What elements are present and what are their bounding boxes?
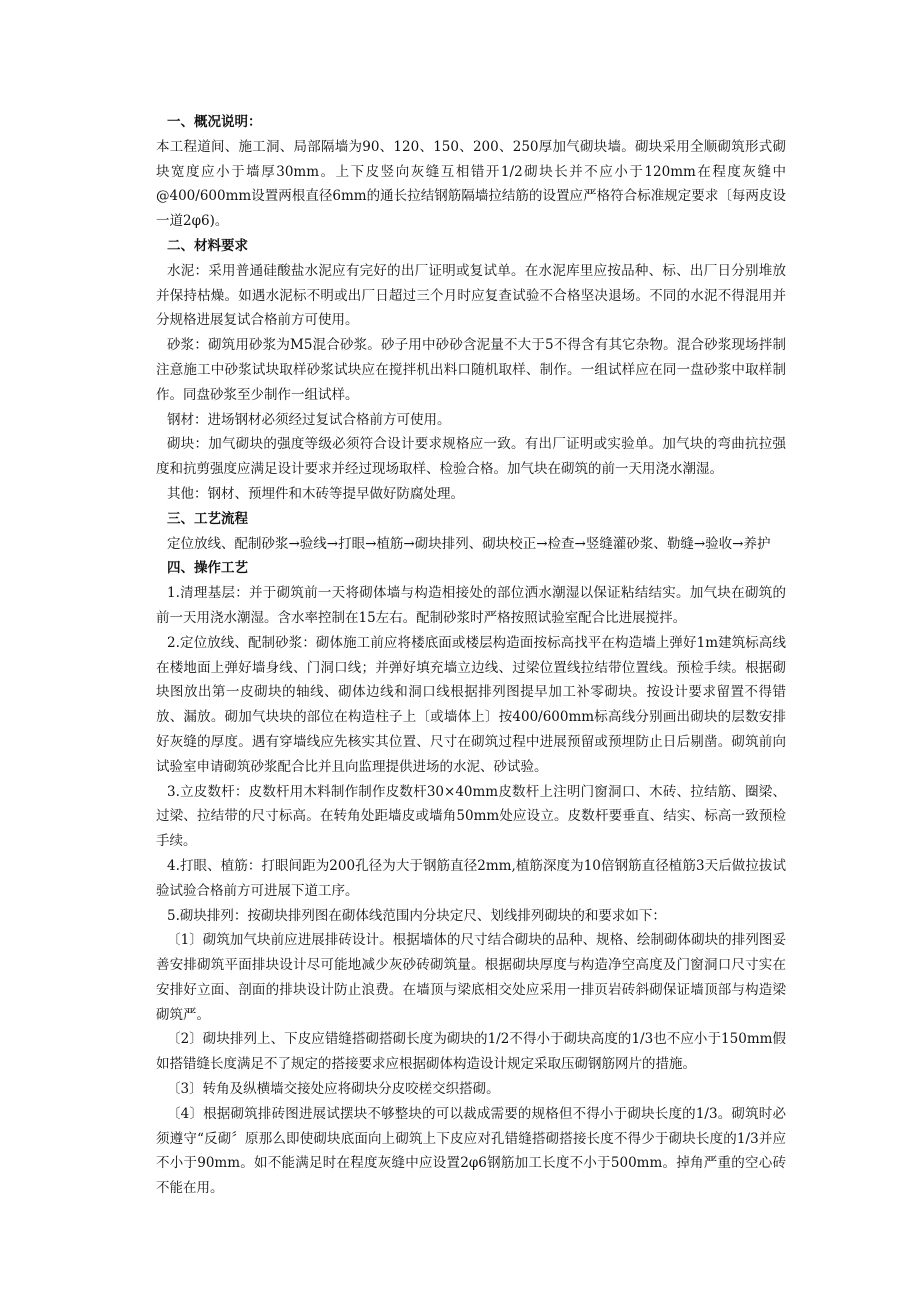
section-operation [156, 556, 786, 1201]
section-heading: 三、工艺流程 [167, 510, 248, 527]
section-materials [156, 234, 786, 507]
paragraph: 1.清理基层：并于砌筑前一天将砌体墙与构造相接处的部位洒水潮湿以保证粘结结实。加气块在砌筑的前一天用浇水潮湿。含水率控制在15左右。配制砂浆时严格按照试验室配合比进展搅拌。 [156, 585, 786, 626]
paragraph: 〔4〕根据砌筑排砖图进展试摆块不够整块的可以裁成需要的规格但不得小于砌块长度的1/3。砌筑时必须遵守“反砌〞原那么即使砌块底面向上砌筑上下皮应对孔错缝搭砌搭接长度不得少于砌块长度的1/3并应不小于90mm。如不能满足时在程度灰缝中应设置2φ6钢筋加工长度不小于500mm。掉角严重的空心砖不能在用。 [156, 1105, 786, 1197]
section-process-flow [156, 507, 786, 557]
document-body [156, 110, 786, 1201]
section-heading: 一、概况说明： [167, 114, 262, 130]
paragraph: 〔2〕砌块排列上、下皮应错缝搭砌搭砌长度为砌块的1/2不得小于砌块高度的1/3也不应小于150mm假如搭错缝长度满足不了规定的搭接要求应根据砌体构造设计规定采取压砌钢筋网片的措施。 [156, 1031, 786, 1073]
paragraph: 本工程道间、施工洞、局部隔墙为90、120、150、200、250厚加气砌块墙。砌块采用全顺砌筑形式砌块宽度应小于墙厚30mm。上下皮竖向灰缝互相错开1/2砌块长并不应小于120mm在程度灰缝中@400/600mm设置两根直径6mm的通长拉结钢筋隔墙拉结筋的设置应严格符合标准规定要求〔每两皮设一道2φ6)。 [156, 138, 786, 230]
section-heading: 二、材料要求 [167, 237, 248, 254]
paragraph: 水泥：采用普通硅酸盐水泥应有完好的出厂证明或复试单。在水泥库里应按品种、标、出厂日分别堆放并保持枯燥。如遇水泥标不明或出厂日超过三个月时应复查试验不合格坚决退场。不同的水泥不得混用并分规格进展复试合格前方可使用。 [156, 262, 786, 329]
paragraph: 3.立皮数杆：皮数杆用木料制作制作皮数杆30×40mm皮数杆上注明门窗洞口、木砖、拉结筋、圈梁、过梁、拉结带的尺寸标高。在转角处距墙皮或墙角50mm处应设立。皮数杆要垂直、结实、标高一致预检手续。 [156, 783, 786, 850]
paragraph: 2.定位放线、配制砂浆：砌体施工前应将楼底面或楼层构造面按标高找平在构造墙上弹好1m建筑标高线在楼地面上弹好墙身线、门洞口线；并弹好填充墙立边线、过梁位置线拉结带位置线。预检手续。根据砌块图放出第一皮砌块的轴线、砌体边线和洞口线根据排列图提早加工补零砌块。按设计要求留置不得错放、漏放。砌加气块块的部位在构造柱子上〔或墙体上〕按400/600mm标高线分别画出砌块的层数安排好灰缝的厚度。遇有穿墙线应先核实其位置、尺寸在砌筑过程中进展预留或预埋防止日后剔凿。砌筑前向试验室申请砌筑砂浆配合比并且向监理提供进场的水泥、砂试验。 [156, 634, 786, 775]
paragraph: 5.砌块排列：按砌块排列图在砌体线范围内分块定尺、划线排列砌块的和要求如下： [167, 907, 666, 924]
paragraph: 〔3〕转角及纵横墙交接处应将砌块分皮咬槎交织搭砌。 [167, 1081, 500, 1098]
section-heading: 四、操作工艺 [167, 560, 248, 577]
paragraph: 〔1〕砌筑加气块前应进展排砖设计。根据墙体的尺寸结合砌块的品种、规格、绘制砌体砌块的排列图妥善安排砌筑平面排块设计尽可能地减少灰砂砖砌筑量。根据砌块厚度与构造净空高度及门窗洞口尺寸实在安排好立面、剖面的排块设计防止浪费。在墙顶与梁底相交处应采用一排页岩砖斜砌保证墙顶部与构造梁砌筑严。 [156, 932, 786, 1023]
paragraph: 4.打眼、植筋：打眼间距为200孔径为大于钢筋直径2mm,植筋深度为10倍钢筋直径植筋3天后做拉拔试验试验合格前方可进展下道工序。 [156, 857, 786, 899]
paragraph: 砂浆：砌筑用砂浆为M5混合砂浆。砂子用中砂砂含泥量不大于5不得含有其它杂物。混合砂浆现场拌制注意施工中砂浆试块取样砂浆试块应在搅拌机出料口随机取样、制作。一组试样应在同一盘砂浆中取样制作。同盘砂浆至少制作一组试样。 [156, 337, 786, 403]
paragraph: 其他：钢材、预埋件和木砖等提早做好防腐处理。 [167, 485, 464, 502]
paragraph: 定位放线、配制砂浆→验线→打眼→植筋→砌块排列、砌块校正→检查→竖缝灌砂浆、勒缝→验收→养护 [167, 535, 771, 552]
section-overview [156, 110, 786, 234]
paragraph: 砌块：加气砌块的强度等级必须符合设计要求规格应一致。有出厂证明或实验单。加气块的弯曲抗拉强度和抗剪强度应满足设计要求并经过现场取样、检验合格。加气块在砌筑的前一天用浇水潮湿。 [156, 436, 786, 478]
paragraph: 钢材：进场钢材必须经过复试合格前方可使用。 [167, 411, 451, 428]
